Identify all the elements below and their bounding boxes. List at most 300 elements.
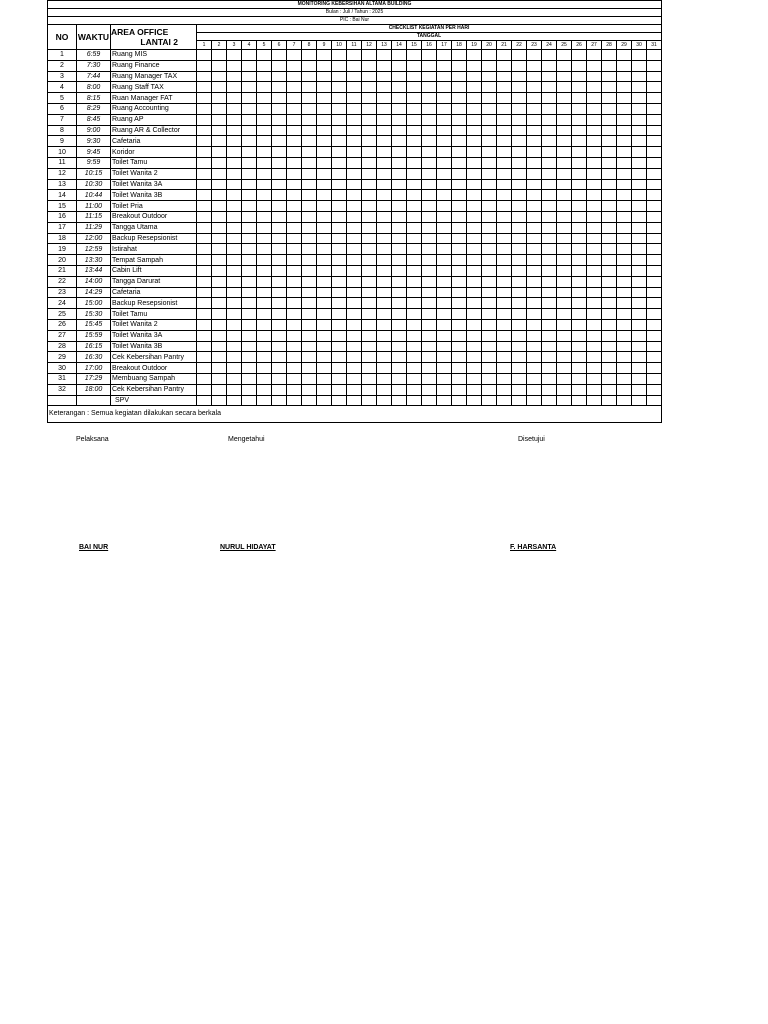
checklist-cell[interactable] bbox=[362, 319, 377, 330]
checklist-cell[interactable] bbox=[452, 352, 467, 363]
checklist-cell[interactable] bbox=[347, 276, 362, 287]
checklist-cell[interactable] bbox=[257, 330, 272, 341]
checklist-cell[interactable] bbox=[587, 384, 602, 395]
checklist-cell[interactable] bbox=[422, 244, 437, 255]
checklist-cell[interactable] bbox=[272, 211, 287, 222]
checklist-cell[interactable] bbox=[632, 147, 647, 158]
checklist-cell[interactable] bbox=[557, 319, 572, 330]
checklist-cell[interactable] bbox=[512, 211, 527, 222]
checklist-cell[interactable] bbox=[512, 190, 527, 201]
checklist-cell[interactable] bbox=[497, 157, 512, 168]
checklist-cell[interactable] bbox=[557, 201, 572, 212]
checklist-cell[interactable] bbox=[257, 233, 272, 244]
checklist-cell[interactable] bbox=[632, 222, 647, 233]
checklist-cell[interactable] bbox=[407, 287, 422, 298]
checklist-cell[interactable] bbox=[512, 287, 527, 298]
checklist-cell[interactable] bbox=[632, 157, 647, 168]
checklist-cell[interactable] bbox=[557, 265, 572, 276]
checklist-cell[interactable] bbox=[377, 179, 392, 190]
checklist-cell[interactable] bbox=[482, 60, 497, 71]
checklist-cell[interactable] bbox=[497, 341, 512, 352]
checklist-cell[interactable] bbox=[437, 352, 452, 363]
checklist-cell[interactable] bbox=[347, 60, 362, 71]
checklist-cell[interactable] bbox=[317, 157, 332, 168]
checklist-cell[interactable] bbox=[527, 233, 542, 244]
checklist-cell[interactable] bbox=[407, 222, 422, 233]
checklist-cell[interactable] bbox=[497, 287, 512, 298]
checklist-cell[interactable] bbox=[632, 114, 647, 125]
checklist-cell[interactable] bbox=[302, 244, 317, 255]
checklist-cell[interactable] bbox=[377, 60, 392, 71]
checklist-cell[interactable] bbox=[197, 298, 212, 309]
checklist-cell[interactable] bbox=[332, 114, 347, 125]
checklist-cell[interactable] bbox=[542, 276, 557, 287]
checklist-cell[interactable] bbox=[422, 60, 437, 71]
checklist-cell[interactable] bbox=[542, 363, 557, 374]
checklist-cell[interactable] bbox=[587, 114, 602, 125]
checklist-cell[interactable] bbox=[392, 93, 407, 104]
checklist-cell[interactable] bbox=[452, 211, 467, 222]
checklist-cell[interactable] bbox=[572, 298, 587, 309]
checklist-cell[interactable] bbox=[437, 298, 452, 309]
checklist-cell[interactable] bbox=[212, 276, 227, 287]
checklist-cell[interactable] bbox=[452, 330, 467, 341]
checklist-cell[interactable] bbox=[497, 244, 512, 255]
checklist-cell[interactable] bbox=[272, 190, 287, 201]
checklist-cell[interactable] bbox=[377, 136, 392, 147]
checklist-cell[interactable] bbox=[557, 157, 572, 168]
checklist-cell[interactable] bbox=[407, 276, 422, 287]
checklist-cell[interactable] bbox=[527, 330, 542, 341]
checklist-cell[interactable] bbox=[452, 136, 467, 147]
checklist-cell[interactable] bbox=[617, 168, 632, 179]
checklist-cell[interactable] bbox=[512, 363, 527, 374]
checklist-cell[interactable] bbox=[602, 93, 617, 104]
checklist-cell[interactable] bbox=[332, 276, 347, 287]
checklist-cell[interactable] bbox=[377, 168, 392, 179]
checklist-cell[interactable] bbox=[512, 157, 527, 168]
checklist-cell[interactable] bbox=[347, 71, 362, 82]
checklist-cell[interactable] bbox=[452, 287, 467, 298]
checklist-cell[interactable] bbox=[452, 71, 467, 82]
checklist-cell[interactable] bbox=[377, 373, 392, 384]
checklist-cell[interactable] bbox=[437, 103, 452, 114]
checklist-cell[interactable] bbox=[257, 125, 272, 136]
checklist-cell[interactable] bbox=[377, 93, 392, 104]
checklist-cell[interactable] bbox=[332, 319, 347, 330]
checklist-cell[interactable] bbox=[287, 330, 302, 341]
checklist-cell[interactable] bbox=[527, 50, 542, 61]
checklist-cell[interactable] bbox=[452, 157, 467, 168]
checklist-cell[interactable] bbox=[467, 82, 482, 93]
spv-checklist-cell[interactable] bbox=[452, 395, 467, 406]
spv-checklist-cell[interactable] bbox=[557, 395, 572, 406]
checklist-cell[interactable] bbox=[212, 255, 227, 266]
checklist-cell[interactable] bbox=[392, 168, 407, 179]
checklist-cell[interactable] bbox=[287, 287, 302, 298]
checklist-cell[interactable] bbox=[527, 82, 542, 93]
checklist-cell[interactable] bbox=[632, 201, 647, 212]
checklist-cell[interactable] bbox=[392, 190, 407, 201]
checklist-cell[interactable] bbox=[362, 287, 377, 298]
checklist-cell[interactable] bbox=[602, 265, 617, 276]
checklist-cell[interactable] bbox=[197, 265, 212, 276]
checklist-cell[interactable] bbox=[287, 103, 302, 114]
checklist-cell[interactable] bbox=[287, 93, 302, 104]
checklist-cell[interactable] bbox=[347, 179, 362, 190]
checklist-cell[interactable] bbox=[332, 190, 347, 201]
checklist-cell[interactable] bbox=[437, 222, 452, 233]
checklist-cell[interactable] bbox=[242, 341, 257, 352]
checklist-cell[interactable] bbox=[257, 287, 272, 298]
checklist-cell[interactable] bbox=[272, 147, 287, 158]
checklist-cell[interactable] bbox=[437, 201, 452, 212]
checklist-cell[interactable] bbox=[632, 93, 647, 104]
checklist-cell[interactable] bbox=[317, 255, 332, 266]
checklist-cell[interactable] bbox=[332, 157, 347, 168]
checklist-cell[interactable] bbox=[497, 373, 512, 384]
checklist-cell[interactable] bbox=[542, 287, 557, 298]
spv-checklist-cell[interactable] bbox=[212, 395, 227, 406]
checklist-cell[interactable] bbox=[332, 50, 347, 61]
checklist-cell[interactable] bbox=[542, 147, 557, 158]
checklist-cell[interactable] bbox=[362, 373, 377, 384]
checklist-cell[interactable] bbox=[257, 50, 272, 61]
checklist-cell[interactable] bbox=[617, 93, 632, 104]
checklist-cell[interactable] bbox=[437, 82, 452, 93]
checklist-cell[interactable] bbox=[557, 114, 572, 125]
checklist-cell[interactable] bbox=[242, 93, 257, 104]
checklist-cell[interactable] bbox=[587, 244, 602, 255]
checklist-cell[interactable] bbox=[587, 136, 602, 147]
checklist-cell[interactable] bbox=[407, 363, 422, 374]
checklist-cell[interactable] bbox=[377, 255, 392, 266]
checklist-cell[interactable] bbox=[242, 201, 257, 212]
checklist-cell[interactable] bbox=[632, 363, 647, 374]
checklist-cell[interactable] bbox=[617, 103, 632, 114]
checklist-cell[interactable] bbox=[467, 352, 482, 363]
checklist-cell[interactable] bbox=[632, 373, 647, 384]
checklist-cell[interactable] bbox=[527, 201, 542, 212]
checklist-cell[interactable] bbox=[437, 309, 452, 320]
checklist-cell[interactable] bbox=[242, 352, 257, 363]
checklist-cell[interactable] bbox=[227, 276, 242, 287]
checklist-cell[interactable] bbox=[392, 363, 407, 374]
checklist-cell[interactable] bbox=[467, 60, 482, 71]
checklist-cell[interactable] bbox=[317, 71, 332, 82]
checklist-cell[interactable] bbox=[272, 363, 287, 374]
checklist-cell[interactable] bbox=[497, 298, 512, 309]
checklist-cell[interactable] bbox=[197, 287, 212, 298]
checklist-cell[interactable] bbox=[362, 255, 377, 266]
checklist-cell[interactable] bbox=[347, 50, 362, 61]
checklist-cell[interactable] bbox=[287, 82, 302, 93]
checklist-cell[interactable] bbox=[212, 330, 227, 341]
checklist-cell[interactable] bbox=[407, 309, 422, 320]
checklist-cell[interactable] bbox=[617, 157, 632, 168]
checklist-cell[interactable] bbox=[392, 384, 407, 395]
checklist-cell[interactable] bbox=[422, 222, 437, 233]
checklist-cell[interactable] bbox=[437, 319, 452, 330]
checklist-cell[interactable] bbox=[287, 255, 302, 266]
checklist-cell[interactable] bbox=[647, 60, 662, 71]
checklist-cell[interactable] bbox=[392, 50, 407, 61]
checklist-cell[interactable] bbox=[257, 265, 272, 276]
checklist-cell[interactable] bbox=[587, 373, 602, 384]
checklist-cell[interactable] bbox=[392, 82, 407, 93]
checklist-cell[interactable] bbox=[602, 233, 617, 244]
checklist-cell[interactable] bbox=[242, 233, 257, 244]
checklist-cell[interactable] bbox=[557, 136, 572, 147]
checklist-cell[interactable] bbox=[482, 255, 497, 266]
checklist-cell[interactable] bbox=[317, 82, 332, 93]
checklist-cell[interactable] bbox=[647, 244, 662, 255]
checklist-cell[interactable] bbox=[422, 93, 437, 104]
checklist-cell[interactable] bbox=[392, 298, 407, 309]
checklist-cell[interactable] bbox=[482, 298, 497, 309]
checklist-cell[interactable] bbox=[377, 50, 392, 61]
checklist-cell[interactable] bbox=[257, 222, 272, 233]
checklist-cell[interactable] bbox=[587, 190, 602, 201]
checklist-cell[interactable] bbox=[257, 201, 272, 212]
checklist-cell[interactable] bbox=[647, 71, 662, 82]
checklist-cell[interactable] bbox=[572, 114, 587, 125]
checklist-cell[interactable] bbox=[437, 157, 452, 168]
checklist-cell[interactable] bbox=[362, 147, 377, 158]
checklist-cell[interactable] bbox=[647, 125, 662, 136]
checklist-cell[interactable] bbox=[347, 363, 362, 374]
checklist-cell[interactable] bbox=[587, 298, 602, 309]
checklist-cell[interactable] bbox=[557, 103, 572, 114]
checklist-cell[interactable] bbox=[362, 211, 377, 222]
checklist-cell[interactable] bbox=[422, 373, 437, 384]
checklist-cell[interactable] bbox=[452, 373, 467, 384]
checklist-cell[interactable] bbox=[497, 50, 512, 61]
checklist-cell[interactable] bbox=[242, 103, 257, 114]
checklist-cell[interactable] bbox=[317, 319, 332, 330]
checklist-cell[interactable] bbox=[512, 93, 527, 104]
checklist-cell[interactable] bbox=[467, 147, 482, 158]
checklist-cell[interactable] bbox=[497, 265, 512, 276]
checklist-cell[interactable] bbox=[362, 276, 377, 287]
checklist-cell[interactable] bbox=[467, 287, 482, 298]
checklist-cell[interactable] bbox=[587, 147, 602, 158]
checklist-cell[interactable] bbox=[482, 341, 497, 352]
checklist-cell[interactable] bbox=[572, 125, 587, 136]
checklist-cell[interactable] bbox=[347, 309, 362, 320]
checklist-cell[interactable] bbox=[497, 190, 512, 201]
checklist-cell[interactable] bbox=[227, 298, 242, 309]
checklist-cell[interactable] bbox=[212, 233, 227, 244]
checklist-cell[interactable] bbox=[272, 319, 287, 330]
checklist-cell[interactable] bbox=[272, 82, 287, 93]
checklist-cell[interactable] bbox=[587, 233, 602, 244]
checklist-cell[interactable] bbox=[617, 222, 632, 233]
checklist-cell[interactable] bbox=[347, 244, 362, 255]
checklist-cell[interactable] bbox=[317, 287, 332, 298]
checklist-cell[interactable] bbox=[227, 179, 242, 190]
checklist-cell[interactable] bbox=[497, 103, 512, 114]
checklist-cell[interactable] bbox=[572, 136, 587, 147]
checklist-cell[interactable] bbox=[482, 103, 497, 114]
checklist-cell[interactable] bbox=[482, 287, 497, 298]
checklist-cell[interactable] bbox=[497, 147, 512, 158]
checklist-cell[interactable] bbox=[377, 82, 392, 93]
checklist-cell[interactable] bbox=[347, 298, 362, 309]
checklist-cell[interactable] bbox=[437, 125, 452, 136]
checklist-cell[interactable] bbox=[272, 50, 287, 61]
checklist-cell[interactable] bbox=[347, 157, 362, 168]
checklist-cell[interactable] bbox=[407, 114, 422, 125]
checklist-cell[interactable] bbox=[617, 244, 632, 255]
checklist-cell[interactable] bbox=[317, 179, 332, 190]
checklist-cell[interactable] bbox=[557, 298, 572, 309]
checklist-cell[interactable] bbox=[602, 363, 617, 374]
checklist-cell[interactable] bbox=[377, 276, 392, 287]
checklist-cell[interactable] bbox=[527, 298, 542, 309]
checklist-cell[interactable] bbox=[347, 190, 362, 201]
checklist-cell[interactable] bbox=[302, 222, 317, 233]
checklist-cell[interactable] bbox=[527, 157, 542, 168]
checklist-cell[interactable] bbox=[287, 373, 302, 384]
checklist-cell[interactable] bbox=[377, 114, 392, 125]
checklist-cell[interactable] bbox=[227, 287, 242, 298]
checklist-cell[interactable] bbox=[272, 168, 287, 179]
checklist-cell[interactable] bbox=[602, 103, 617, 114]
checklist-cell[interactable] bbox=[362, 330, 377, 341]
checklist-cell[interactable] bbox=[557, 363, 572, 374]
checklist-cell[interactable] bbox=[557, 330, 572, 341]
checklist-cell[interactable] bbox=[227, 50, 242, 61]
checklist-cell[interactable] bbox=[467, 201, 482, 212]
checklist-cell[interactable] bbox=[392, 60, 407, 71]
checklist-cell[interactable] bbox=[422, 201, 437, 212]
checklist-cell[interactable] bbox=[602, 352, 617, 363]
checklist-cell[interactable] bbox=[257, 71, 272, 82]
checklist-cell[interactable] bbox=[332, 179, 347, 190]
checklist-cell[interactable] bbox=[557, 309, 572, 320]
checklist-cell[interactable] bbox=[287, 211, 302, 222]
checklist-cell[interactable] bbox=[362, 384, 377, 395]
checklist-cell[interactable] bbox=[407, 82, 422, 93]
checklist-cell[interactable] bbox=[272, 373, 287, 384]
checklist-cell[interactable] bbox=[602, 384, 617, 395]
checklist-cell[interactable] bbox=[572, 255, 587, 266]
checklist-cell[interactable] bbox=[392, 265, 407, 276]
checklist-cell[interactable] bbox=[287, 341, 302, 352]
checklist-cell[interactable] bbox=[467, 276, 482, 287]
checklist-cell[interactable] bbox=[437, 244, 452, 255]
checklist-cell[interactable] bbox=[287, 352, 302, 363]
checklist-cell[interactable] bbox=[257, 157, 272, 168]
checklist-cell[interactable] bbox=[527, 244, 542, 255]
checklist-cell[interactable] bbox=[257, 114, 272, 125]
checklist-cell[interactable] bbox=[407, 190, 422, 201]
checklist-cell[interactable] bbox=[197, 201, 212, 212]
checklist-cell[interactable] bbox=[362, 309, 377, 320]
checklist-cell[interactable] bbox=[467, 125, 482, 136]
checklist-cell[interactable] bbox=[197, 114, 212, 125]
checklist-cell[interactable] bbox=[602, 147, 617, 158]
checklist-cell[interactable] bbox=[452, 125, 467, 136]
checklist-cell[interactable] bbox=[422, 211, 437, 222]
checklist-cell[interactable] bbox=[437, 136, 452, 147]
checklist-cell[interactable] bbox=[542, 82, 557, 93]
checklist-cell[interactable] bbox=[602, 319, 617, 330]
checklist-cell[interactable] bbox=[482, 373, 497, 384]
checklist-cell[interactable] bbox=[617, 190, 632, 201]
checklist-cell[interactable] bbox=[377, 233, 392, 244]
checklist-cell[interactable] bbox=[617, 384, 632, 395]
checklist-cell[interactable] bbox=[632, 179, 647, 190]
checklist-cell[interactable] bbox=[467, 93, 482, 104]
spv-checklist-cell[interactable] bbox=[422, 395, 437, 406]
checklist-cell[interactable] bbox=[542, 330, 557, 341]
checklist-cell[interactable] bbox=[452, 341, 467, 352]
checklist-cell[interactable] bbox=[422, 168, 437, 179]
checklist-cell[interactable] bbox=[467, 222, 482, 233]
checklist-cell[interactable] bbox=[377, 319, 392, 330]
checklist-cell[interactable] bbox=[407, 319, 422, 330]
checklist-cell[interactable] bbox=[377, 222, 392, 233]
checklist-cell[interactable] bbox=[212, 82, 227, 93]
checklist-cell[interactable] bbox=[272, 276, 287, 287]
checklist-cell[interactable] bbox=[557, 125, 572, 136]
checklist-cell[interactable] bbox=[497, 114, 512, 125]
checklist-cell[interactable] bbox=[542, 60, 557, 71]
checklist-cell[interactable] bbox=[257, 244, 272, 255]
checklist-cell[interactable] bbox=[632, 125, 647, 136]
checklist-cell[interactable] bbox=[362, 265, 377, 276]
checklist-cell[interactable] bbox=[227, 384, 242, 395]
checklist-cell[interactable] bbox=[317, 103, 332, 114]
checklist-cell[interactable] bbox=[587, 222, 602, 233]
checklist-cell[interactable] bbox=[572, 211, 587, 222]
checklist-cell[interactable] bbox=[227, 352, 242, 363]
checklist-cell[interactable] bbox=[407, 50, 422, 61]
checklist-cell[interactable] bbox=[587, 276, 602, 287]
checklist-cell[interactable] bbox=[302, 114, 317, 125]
checklist-cell[interactable] bbox=[437, 71, 452, 82]
checklist-cell[interactable] bbox=[542, 244, 557, 255]
checklist-cell[interactable] bbox=[647, 168, 662, 179]
checklist-cell[interactable] bbox=[617, 136, 632, 147]
checklist-cell[interactable] bbox=[272, 298, 287, 309]
checklist-cell[interactable] bbox=[332, 309, 347, 320]
checklist-cell[interactable] bbox=[632, 287, 647, 298]
checklist-cell[interactable] bbox=[317, 244, 332, 255]
checklist-cell[interactable] bbox=[257, 168, 272, 179]
checklist-cell[interactable] bbox=[602, 211, 617, 222]
checklist-cell[interactable] bbox=[362, 136, 377, 147]
checklist-cell[interactable] bbox=[332, 93, 347, 104]
checklist-cell[interactable] bbox=[257, 309, 272, 320]
checklist-cell[interactable] bbox=[227, 136, 242, 147]
checklist-cell[interactable] bbox=[587, 60, 602, 71]
checklist-cell[interactable] bbox=[497, 330, 512, 341]
spv-checklist-cell[interactable] bbox=[572, 395, 587, 406]
checklist-cell[interactable] bbox=[647, 93, 662, 104]
checklist-cell[interactable] bbox=[377, 265, 392, 276]
checklist-cell[interactable] bbox=[557, 341, 572, 352]
checklist-cell[interactable] bbox=[362, 244, 377, 255]
checklist-cell[interactable] bbox=[377, 71, 392, 82]
checklist-cell[interactable] bbox=[512, 168, 527, 179]
checklist-cell[interactable] bbox=[332, 341, 347, 352]
checklist-cell[interactable] bbox=[557, 211, 572, 222]
checklist-cell[interactable] bbox=[347, 168, 362, 179]
checklist-cell[interactable] bbox=[632, 255, 647, 266]
